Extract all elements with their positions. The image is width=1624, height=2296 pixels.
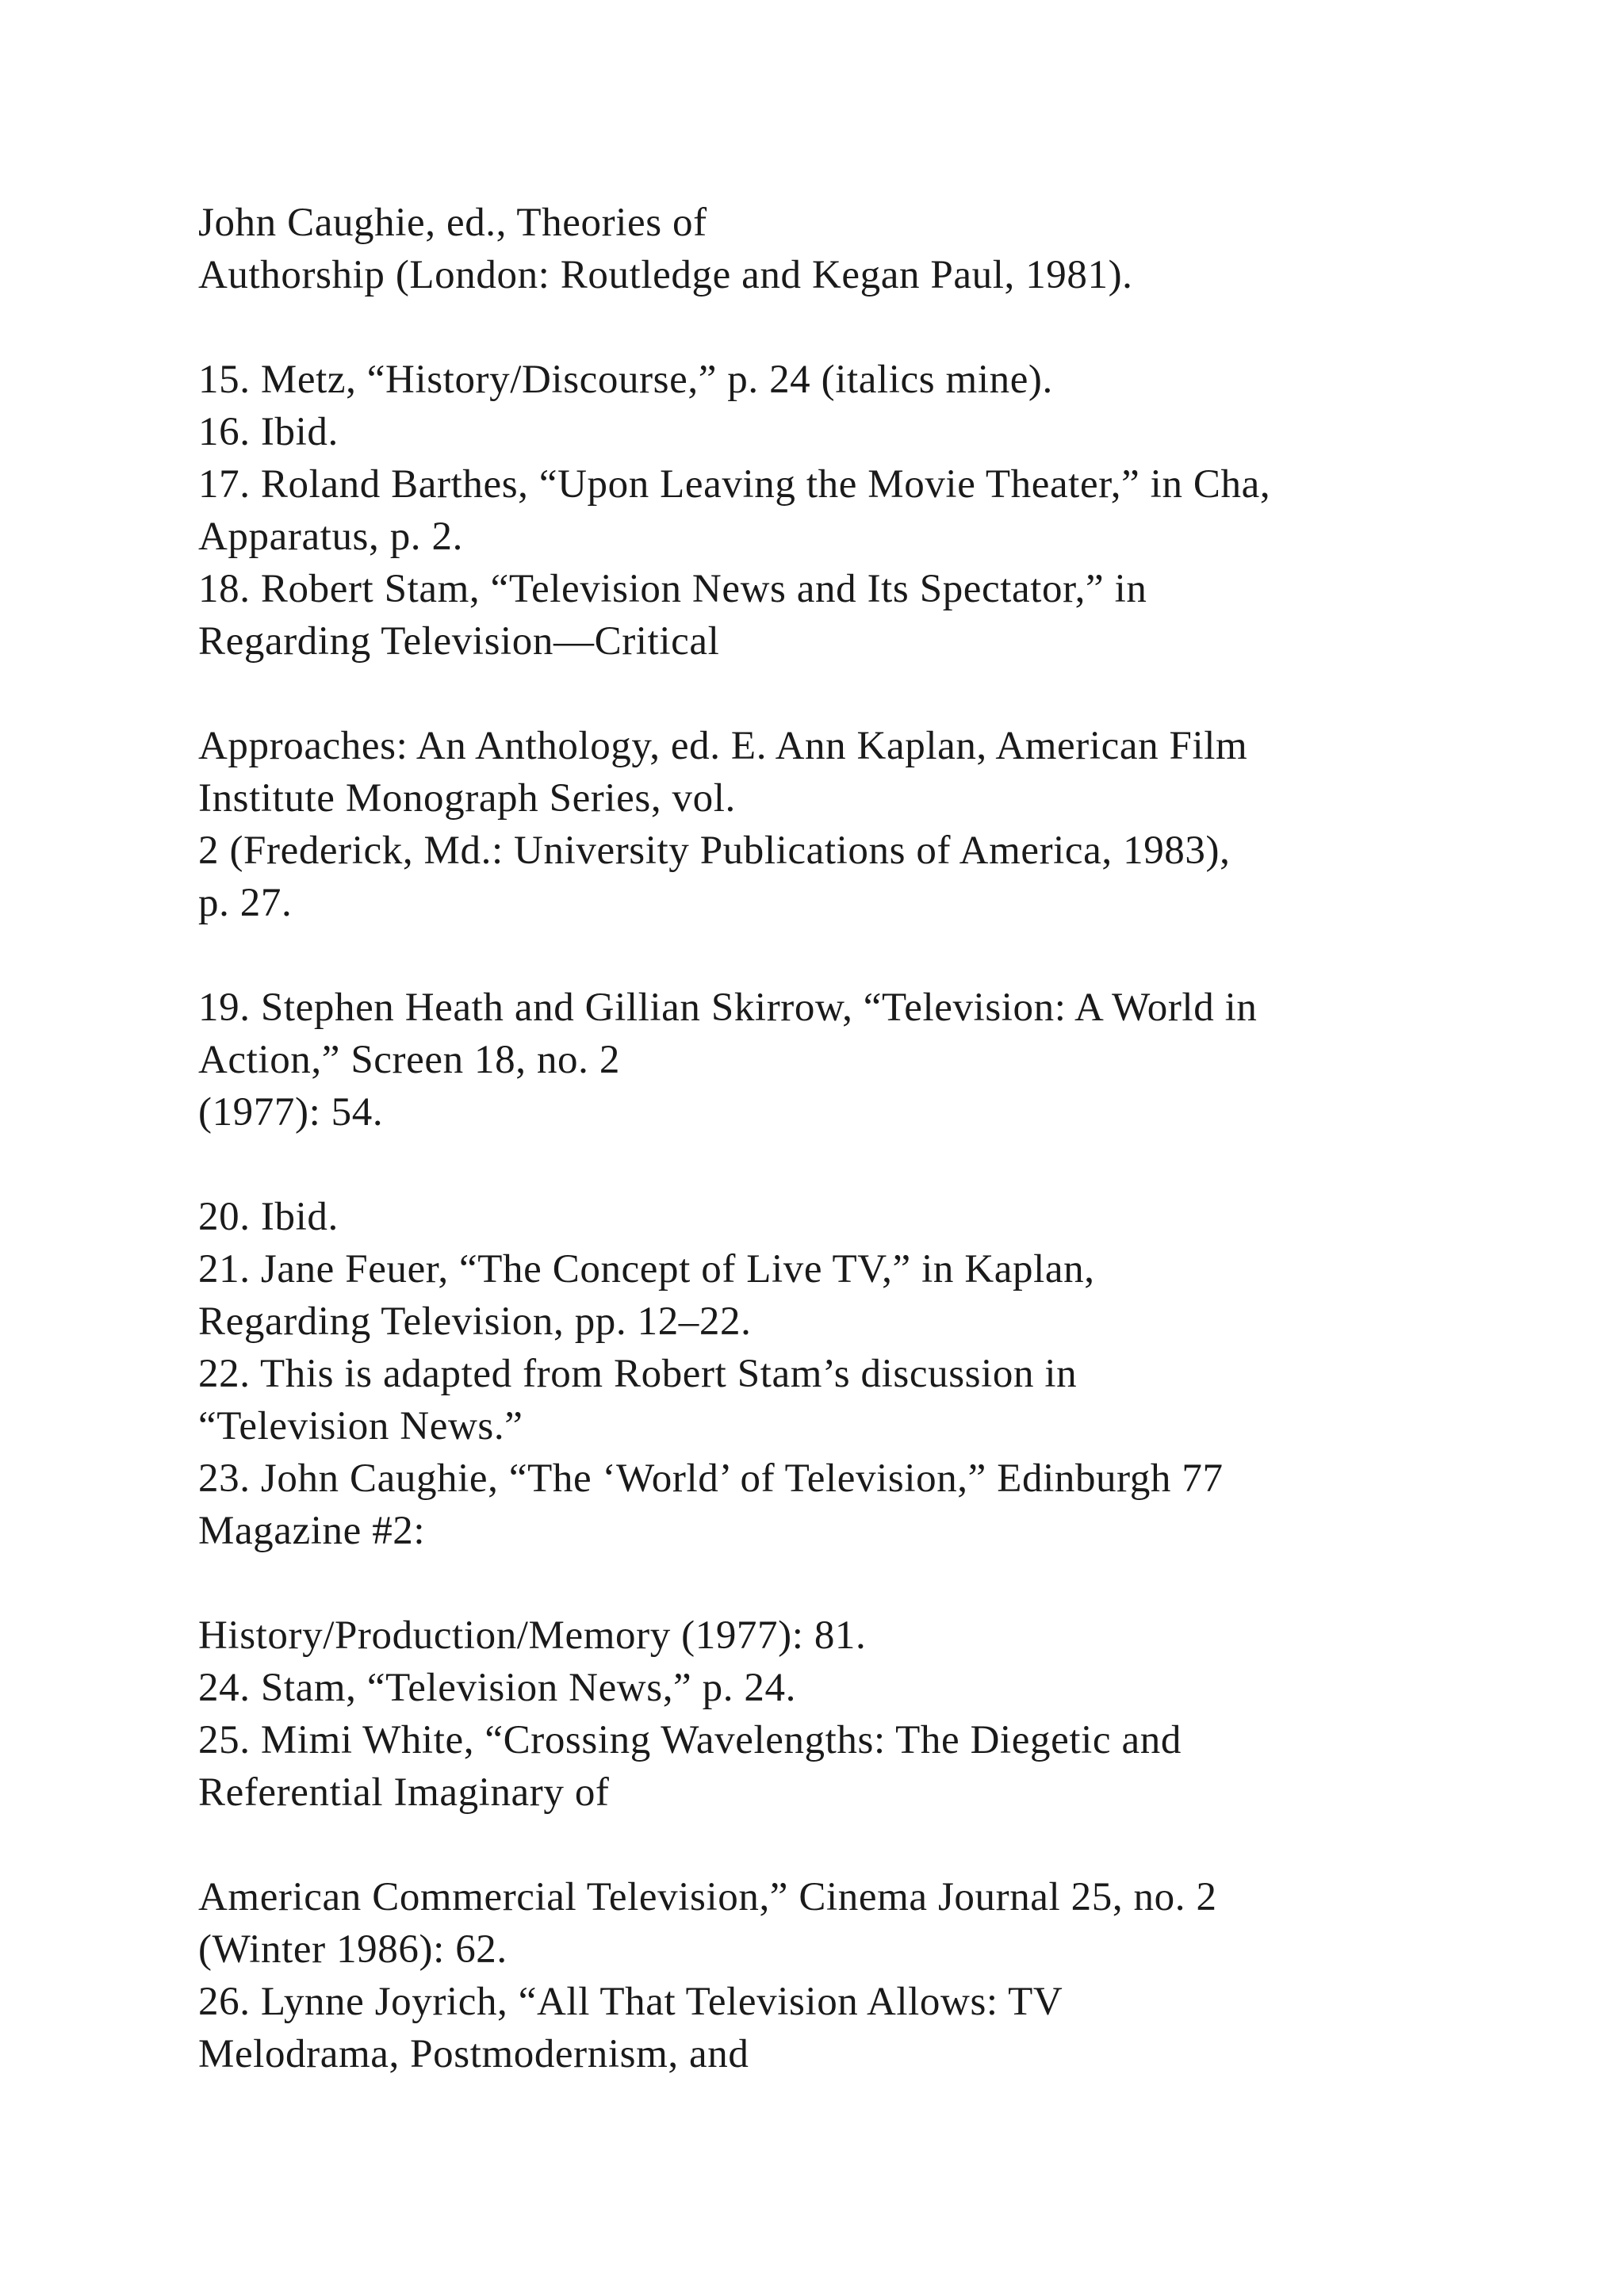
text-line: Authorship (London: Routledge and Kegan Paul, 1981). [198,253,1133,297]
blank-line [198,668,1546,720]
blank-line [198,1819,1546,1871]
text-line: Apparatus, p. 2. [198,515,463,559]
blank-line [198,929,1546,982]
footnote-26: 26. Lynne Joyrich, “All That Television Allows: TV [198,1980,1063,2024]
footnote-20: 20. Ibid. [198,1195,339,1239]
footnote-25: 25. Mimi White, “Crossing Wavelengths: The Diegetic and [198,1718,1182,1762]
footnote-17: 17. Roland Barthes, “Upon Leaving the Movie Theater,” in Cha, [198,462,1271,507]
text-line: p. 27. [198,881,293,925]
text-line: Institute Monograph Series, vol. [198,776,736,821]
text-line: John Caughie, ed., Theories of [198,201,707,245]
footnote-18: 18. Robert Stam, “Television News and Its Spectator,” in [198,567,1147,611]
text-line: Melodrama, Postmodernism, and [198,2032,749,2076]
text-line: Magazine #2: [198,1509,426,1553]
text-line: 2 (Frederick, Md.: University Publications of America, 1983), [198,828,1231,873]
footnote-23: 23. John Caughie, “The ‘World’ of Television,” Edinburgh 77 [198,1456,1224,1501]
text-line: American Commercial Television,” Cinema Journal 25, no. 2 [198,1875,1217,1919]
text-line: History/Production/Memory (1977): 81. [198,1613,867,1658]
footnote-19: 19. Stephen Heath and Gillian Skirrow, “Television: A World in [198,985,1258,1030]
blank-line [198,301,1546,354]
footnote-22: 22. This is adapted from Robert Stam’s discussion in [198,1352,1078,1396]
text-line: (1977): 54. [198,1090,384,1135]
footnote-24: 24. Stam, “Television News,” p. 24. [198,1666,796,1710]
document-page [198,197,1546,2080]
text-line: Approaches: An Anthology, ed. E. Ann Kaplan, American Film [198,724,1248,768]
text-line: “Television News.” [198,1404,523,1448]
text-line: Regarding Television—Critical [198,619,720,664]
footnote-21: 21. Jane Feuer, “The Concept of Live TV,” in Kaplan, [198,1247,1095,1292]
footnote-15: 15. Metz, “History/Discourse,” p. 24 (italics mine). [198,358,1053,402]
blank-line [198,1557,1546,1609]
text-line: Action,” Screen 18, no. 2 [198,1038,620,1082]
text-line: (Winter 1986): 62. [198,1927,508,1972]
blank-line [198,1138,1546,1191]
text-line: Regarding Television, pp. 12–22. [198,1299,752,1344]
footnote-16: 16. Ibid. [198,410,339,454]
text-line: Referential Imaginary of [198,1770,610,1815]
